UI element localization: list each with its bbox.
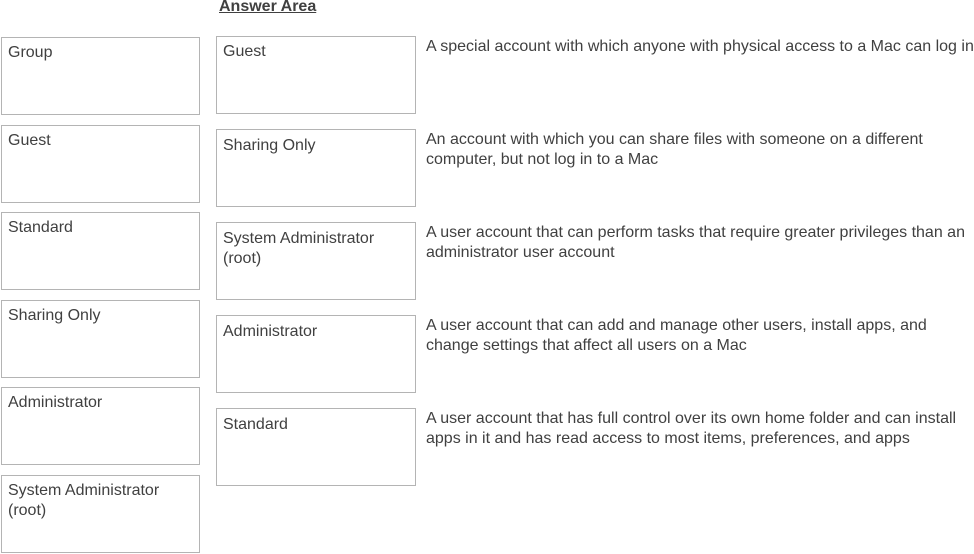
option-standard[interactable]: Standard [1, 212, 200, 290]
answer-slot-1[interactable]: Guest [216, 36, 416, 114]
answer-slot-5[interactable]: Standard [216, 408, 416, 486]
answer-description-4: A user account that can add and manage other users, install apps, and change settings that affect all users on a Mac [426, 317, 927, 354]
option-administrator[interactable]: Administrator [1, 387, 200, 465]
answer-description-1: A special account with which anyone with physical access to a Mac can log in [426, 38, 974, 55]
option-system-administrator-root[interactable]: System Administrator (root) [1, 475, 200, 553]
answer-slot-2[interactable]: Sharing Only [216, 129, 416, 207]
answer-description-3: A user account that can perform tasks that require greater privileges than an administrator user account [426, 224, 965, 261]
answer-description-2: An account with which you can share files with someone on a different computer, but not log in to a Mac [426, 131, 923, 168]
answer-slot-3[interactable]: System Administrator (root) [216, 222, 416, 300]
option-sharing-only[interactable]: Sharing Only [1, 300, 200, 378]
option-group[interactable]: Group [1, 37, 200, 115]
answer-description-5: A user account that has full control over its own home folder and can install apps in it and has read access to most items, preferences, and apps [426, 410, 957, 447]
answer-slot-4[interactable]: Administrator [216, 315, 416, 393]
answer-area-title: Answer Area [219, 0, 317, 15]
option-guest[interactable]: Guest [1, 125, 200, 203]
